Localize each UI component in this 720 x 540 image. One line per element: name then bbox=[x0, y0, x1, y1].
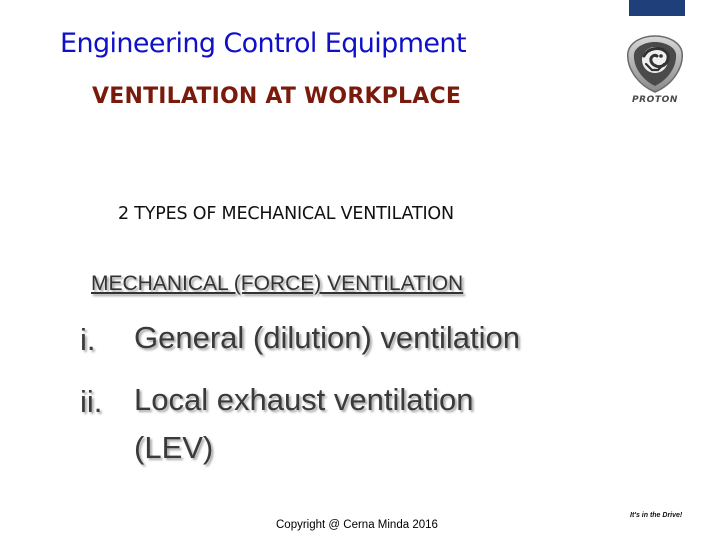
types-heading: 2 TYPES OF MECHANICAL VENTILATION bbox=[118, 204, 454, 224]
list-number: ii. bbox=[80, 384, 103, 419]
mechanical-ventilation-heading: MECHANICAL (FORCE) VENTILATION bbox=[91, 272, 464, 295]
list-text: General (dilution) ventilation bbox=[134, 320, 520, 355]
proton-logo bbox=[624, 34, 690, 108]
list-text: Local exhaust ventilation (LEV) bbox=[134, 382, 474, 465]
copyright-footer: Copyright @ Cerna Minda 2016 bbox=[276, 519, 438, 531]
slide-title: Engineering Control Equipment bbox=[60, 28, 466, 59]
proton-wordmark: PROTON bbox=[631, 95, 679, 105]
list-number: i. bbox=[80, 322, 96, 357]
slide-subtitle: VENTILATION AT WORKPLACE bbox=[92, 84, 462, 109]
proton-tiger-emblem-icon bbox=[624, 34, 686, 94]
proton-tagline: It's in the Drive! bbox=[630, 512, 683, 519]
corner-accent-bar bbox=[629, 0, 685, 16]
